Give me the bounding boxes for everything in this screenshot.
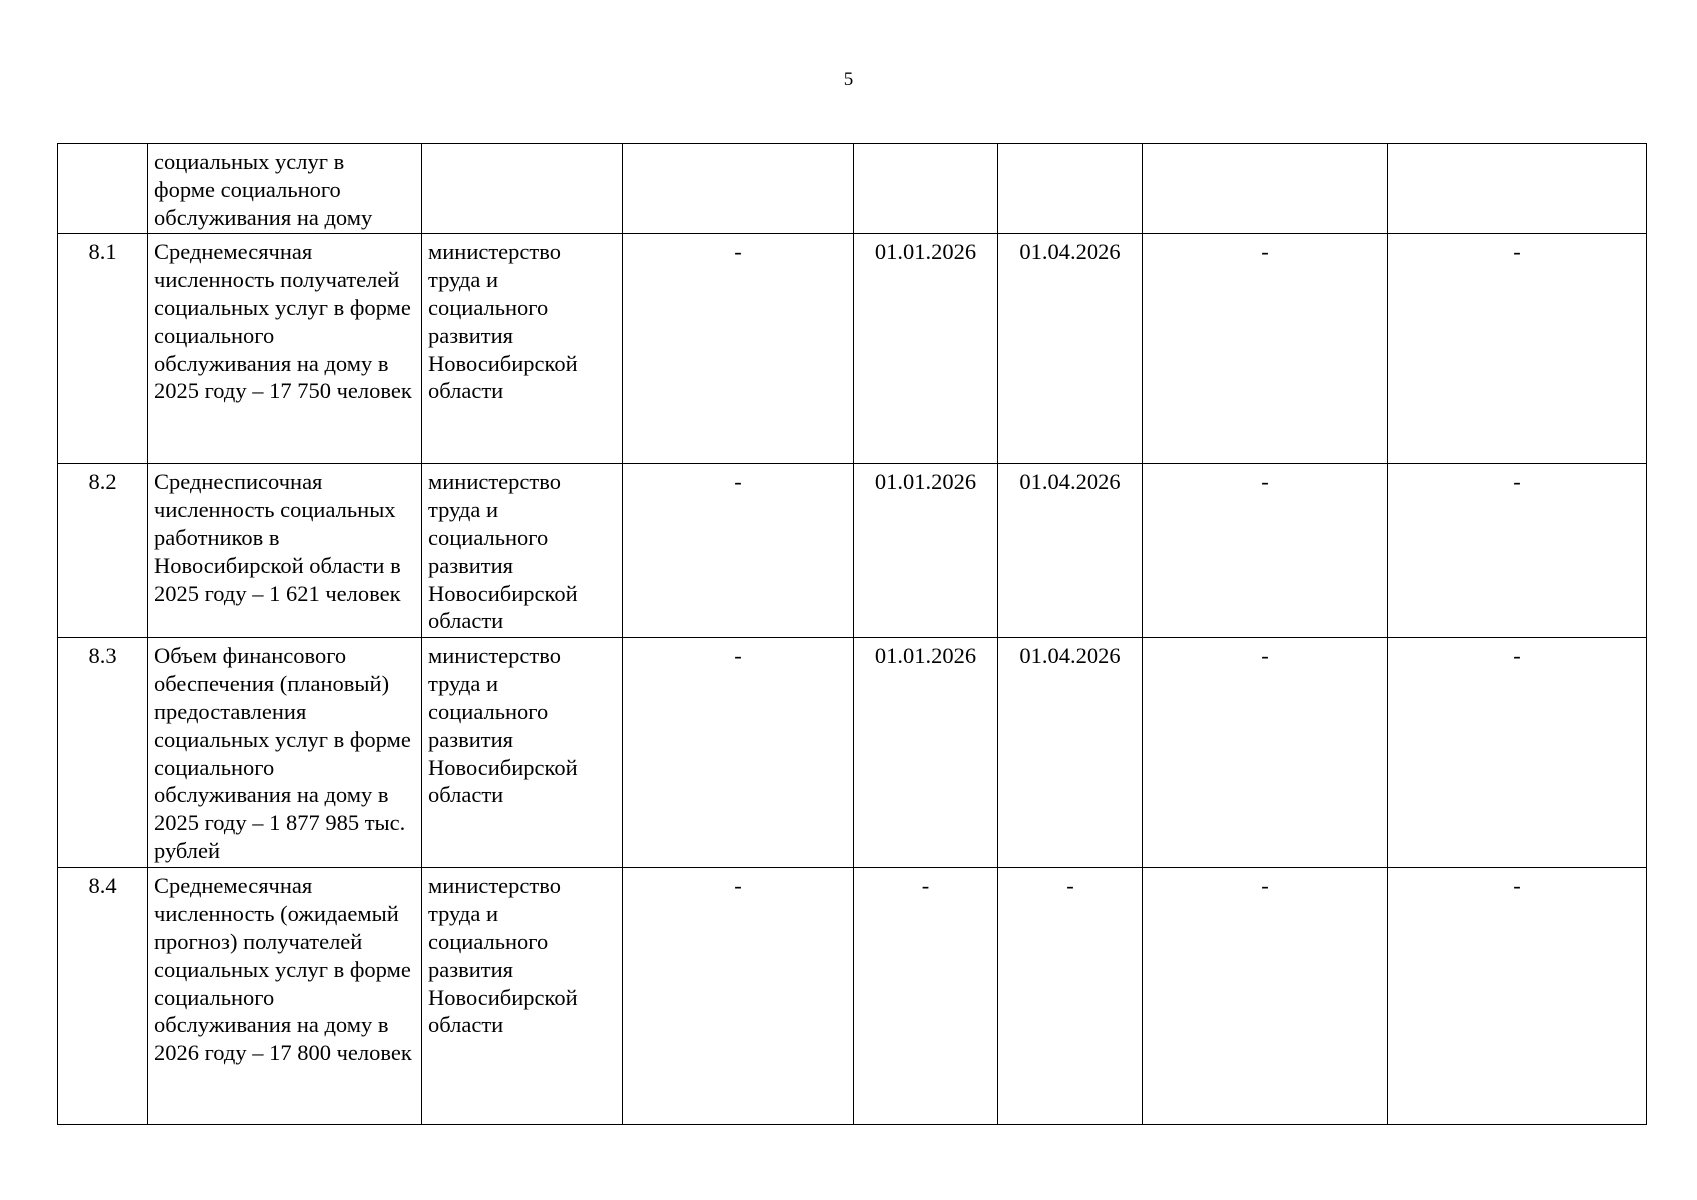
cell-responsible xyxy=(422,144,623,234)
cell-col4: - xyxy=(623,234,854,464)
cell-col4: - xyxy=(623,464,854,638)
cell-col7: - xyxy=(1143,464,1388,638)
cell-col8 xyxy=(1388,144,1647,234)
cell-responsible: министерство труда и социального развития Новосибирской области xyxy=(422,868,623,1125)
cell-responsible: министерство труда и социального развития Новосибирской области xyxy=(422,638,623,868)
cell-col4 xyxy=(623,144,854,234)
cell-start-date: 01.01.2026 xyxy=(854,464,998,638)
cell-start-date xyxy=(854,144,998,234)
cell-indicator-text: Среднемесячная численность (ожидаемый прогноз) получателей социальных услуг в форме социального обслуживания на дому в 2026 году – 17 800 человек xyxy=(148,868,422,1125)
cell-start-date: 01.01.2026 xyxy=(854,638,998,868)
cell-indicator-text: Среднесписочная численность социальных работников в Новосибирской области в 2025 году – 1 621 человек xyxy=(148,464,422,638)
measures-table xyxy=(57,143,1647,1125)
cell-end-date: - xyxy=(998,868,1143,1125)
cell-indicator-text: Объем финансового обеспечения (плановый) предоставления социальных услуг в форме социального обслуживания на дому в 2025 году – 1 877 985 тыс. рублей xyxy=(148,638,422,868)
cell-responsible: министерство труда и социального развития Новосибирской области xyxy=(422,464,623,638)
cell-col8: - xyxy=(1388,234,1647,464)
table-row xyxy=(58,868,1647,1125)
cell-indicator-text: социальных услуг в форме социального обслуживания на дому xyxy=(148,144,422,234)
cell-num xyxy=(58,144,148,234)
cell-num: 8.3 xyxy=(58,638,148,868)
cell-start-date: 01.01.2026 xyxy=(854,234,998,464)
cell-num: 8.1 xyxy=(58,234,148,464)
table-row xyxy=(58,234,1647,464)
cell-col4: - xyxy=(623,868,854,1125)
cell-responsible: министерство труда и социального развития Новосибирской области xyxy=(422,234,623,464)
cell-col8: - xyxy=(1388,868,1647,1125)
cell-col7: - xyxy=(1143,234,1388,464)
cell-col4: - xyxy=(623,638,854,868)
cell-start-date: - xyxy=(854,868,998,1125)
table-row xyxy=(58,464,1647,638)
cell-col7: - xyxy=(1143,868,1388,1125)
cell-end-date: 01.04.2026 xyxy=(998,464,1143,638)
cell-end-date: 01.04.2026 xyxy=(998,638,1143,868)
table-row xyxy=(58,638,1647,868)
cell-col7: - xyxy=(1143,638,1388,868)
table-row-continuation xyxy=(58,144,1647,234)
page-number: 5 xyxy=(843,69,854,90)
cell-end-date: 01.04.2026 xyxy=(998,234,1143,464)
cell-col8: - xyxy=(1388,638,1647,868)
cell-end-date xyxy=(998,144,1143,234)
cell-col7 xyxy=(1143,144,1388,234)
cell-num: 8.2 xyxy=(58,464,148,638)
cell-col8: - xyxy=(1388,464,1647,638)
cell-indicator-text: Среднемесячная численность получателей социальных услуг в форме социального обслуживания на дому в 2025 году – 17 750 человек xyxy=(148,234,422,464)
cell-num: 8.4 xyxy=(58,868,148,1125)
